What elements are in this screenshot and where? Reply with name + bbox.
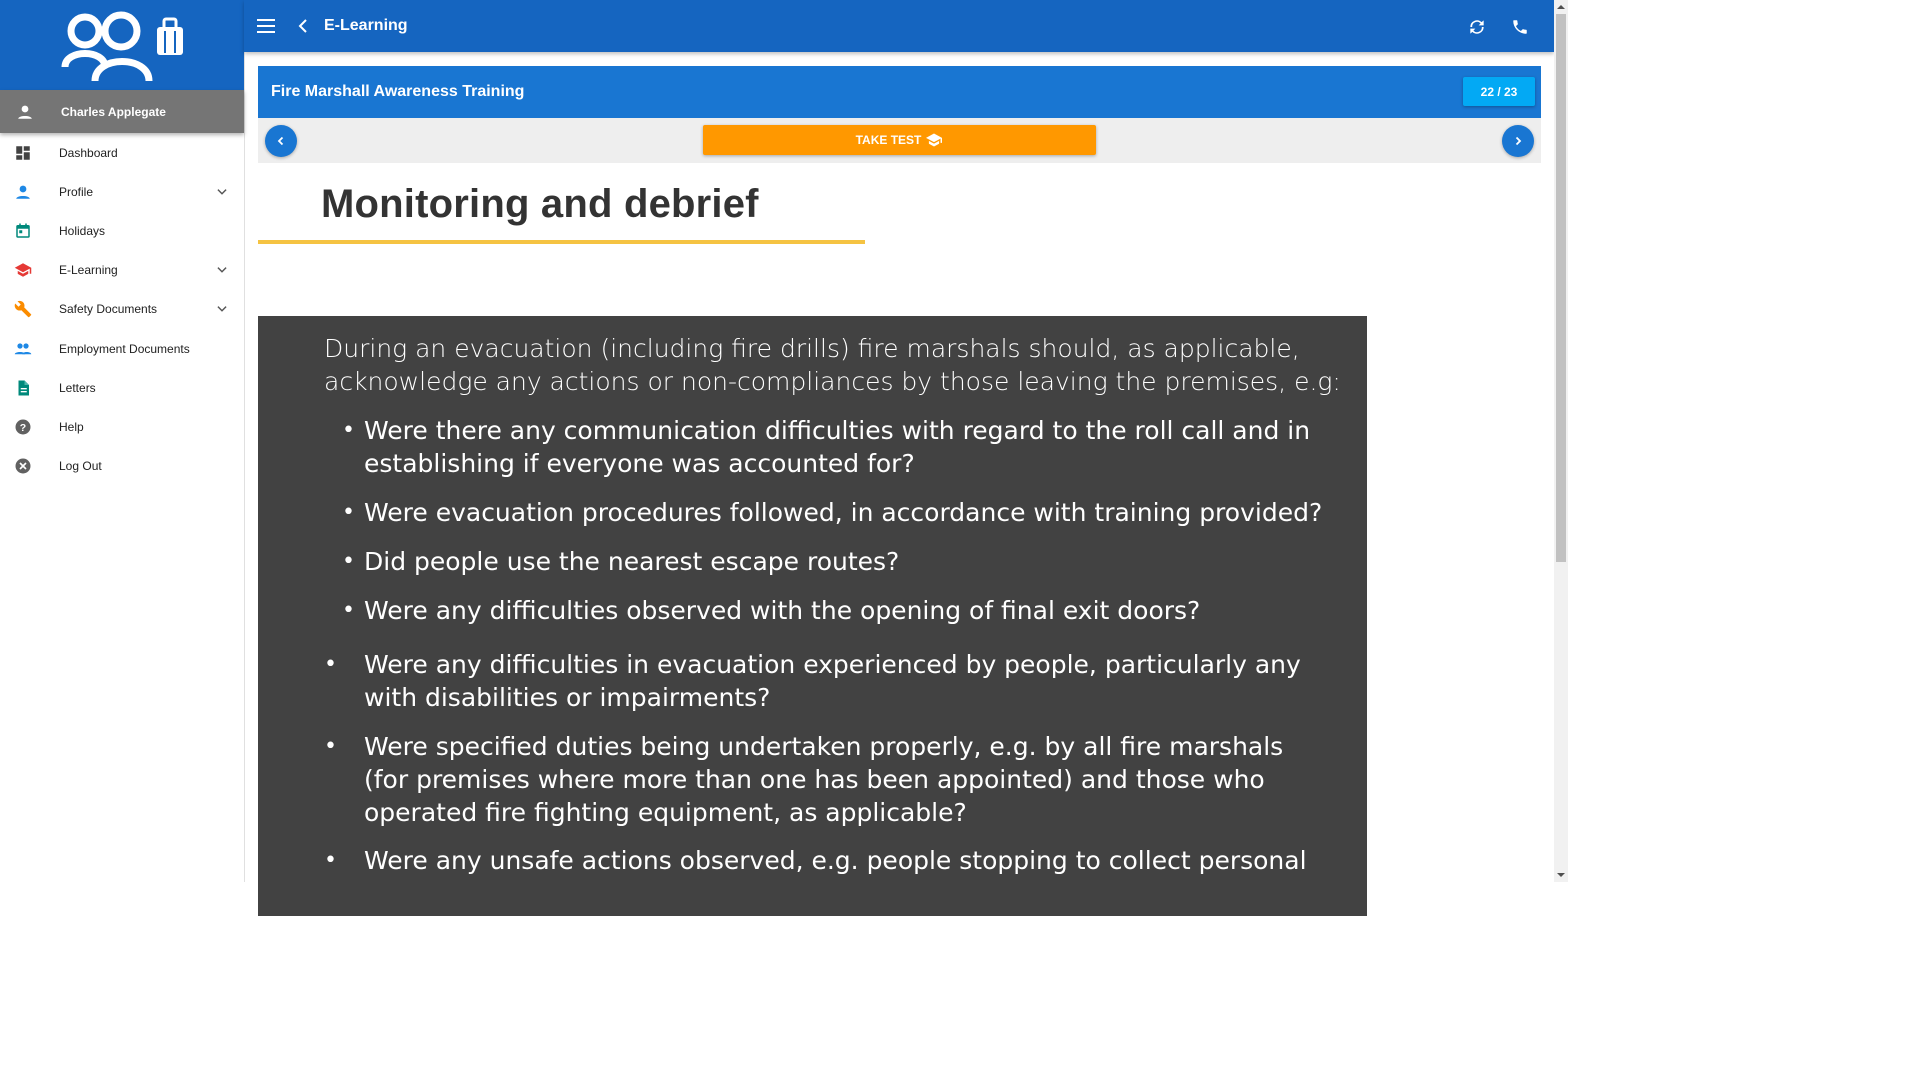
bullet-text: Were any unsafe actions observed, e.g. people stopping to collect personal — [364, 846, 1307, 875]
page-title: E-Learning — [324, 17, 408, 34]
page-indicator-badge: 22 / 23 — [1463, 77, 1535, 106]
sidebar-item-label: Holidays — [59, 223, 106, 238]
sidebar-item-e-learning[interactable] — [0, 251, 244, 290]
sidebar-item-safety-documents[interactable] — [0, 290, 244, 329]
sidebar-item-label: Log Out — [59, 459, 102, 474]
chevron-left-icon — [276, 136, 286, 146]
sidebar-item-letters[interactable] — [0, 368, 244, 407]
take-test-label: TAKE TEST — [855, 133, 922, 147]
dashboard-icon — [0, 144, 46, 162]
heading-underline — [258, 240, 865, 244]
back-arrow-icon[interactable] — [296, 16, 310, 36]
sidebar-item-label: Safety Documents — [59, 302, 158, 317]
scrollbar-thumb[interactable] — [1556, 14, 1566, 562]
sidebar-item-profile[interactable] — [0, 172, 244, 211]
list-item: • Were there any communication difficulties with regard to the roll call and in establishing if everyone was accounted for? — [342, 416, 1311, 478]
sidebar-nav — [0, 133, 244, 486]
chevron-down-icon[interactable] — [200, 263, 244, 277]
close-circle-icon — [0, 457, 46, 475]
sidebar-item-label: Employment Documents — [59, 341, 190, 356]
sidebar-item-label: Dashboard — [59, 145, 118, 160]
vertical-scrollbar[interactable] — [1554, 0, 1568, 882]
calendar-icon — [0, 222, 46, 240]
school-icon — [0, 261, 46, 279]
graduation-cap-icon — [925, 132, 943, 148]
take-test-button[interactable] — [703, 125, 1096, 155]
scroll-down-arrow-icon[interactable] — [1557, 871, 1565, 879]
sidebar-item-label: Letters — [59, 380, 96, 395]
sidebar-item-log-out[interactable] — [0, 447, 244, 486]
wrench-icon — [0, 300, 46, 318]
sidebar-item-label: Profile — [59, 184, 94, 199]
app-logo — [0, 0, 244, 90]
phone-icon[interactable] — [1509, 16, 1531, 38]
slide-controls — [258, 118, 1541, 163]
bullet-text: Were any difficulties in evacuation experienced by people, particularly any with disabilities or impairments? — [364, 650, 1301, 712]
people-briefcase-logo-icon — [59, 9, 185, 81]
list-item: • Were any difficulties in evacuation experienced by people, particularly any with disabilities or impairments? — [324, 650, 1301, 712]
people-icon — [0, 340, 46, 358]
chevron-down-icon[interactable] — [200, 185, 244, 199]
sidebar-item-help[interactable] — [0, 407, 244, 446]
course-title: Fire Marshall Awareness Training — [271, 83, 525, 100]
slide-heading: Monitoring and debrief — [321, 182, 759, 226]
list-item: • Were specified duties being undertaken properly, e.g. by all fire marshals (for premises where more than one has been appointed) and those who operated fire fighting equipment, as applicable? — [324, 732, 1284, 827]
sidebar-item-dashboard[interactable] — [0, 133, 244, 172]
slide-content — [258, 316, 1367, 916]
top-app-bar — [244, 0, 1554, 52]
user-profile-bar[interactable] — [0, 90, 244, 133]
help-icon — [0, 418, 46, 436]
bullet-text: Were there any communication difficulties with regard to the roll call and in establishing if everyone was accounted for? — [364, 416, 1311, 478]
sidebar-item-employment-documents[interactable] — [0, 329, 244, 368]
course-header — [258, 66, 1541, 118]
next-slide-button[interactable] — [1502, 125, 1534, 157]
list-item: • Were any unsafe actions observed, e.g. people stopping to collect personal — [324, 846, 1307, 875]
bullet-text: Were evacuation procedures followed, in accordance with training provided? — [364, 498, 1323, 527]
scroll-up-arrow-icon[interactable] — [1557, 3, 1565, 11]
bullet-text: Did people use the nearest escape routes? — [364, 547, 900, 576]
list-item: • Did people use the nearest escape routes? — [342, 547, 900, 576]
sidebar-item-label: Help — [59, 419, 84, 434]
sidebar-item-label: E-Learning — [59, 263, 118, 278]
sidebar-item-holidays[interactable] — [0, 211, 244, 250]
account-icon — [0, 103, 50, 121]
chevron-right-icon — [1513, 136, 1523, 146]
document-icon — [0, 379, 46, 397]
previous-slide-button[interactable] — [265, 125, 297, 157]
menu-icon[interactable] — [256, 16, 276, 36]
bullet-text: Were specified duties being undertaken properly, e.g. by all fire marshals (for premises where more than one has been appointed) and those who operated fire fighting equipment, as applicable? — [364, 732, 1284, 827]
list-item: • Were any difficulties observed with the opening of final exit doors? — [342, 596, 1201, 625]
chevron-down-icon[interactable] — [200, 302, 244, 316]
svg-text:?: ? — [19, 421, 27, 434]
sidebar — [0, 0, 245, 882]
list-item: • Were evacuation procedures followed, in accordance with training provided? — [342, 498, 1323, 527]
user-name: Charles Applegate — [61, 104, 166, 119]
sync-icon[interactable] — [1466, 16, 1488, 38]
person-icon — [0, 183, 46, 201]
bullet-text: Were any difficulties observed with the opening of final exit doors? — [364, 596, 1201, 625]
slide-intro-text: During an evacuation (including fire drills) fire marshals should, as applicable, acknowledge any actions or non-compliances by those leaving the premises, e.g: — [324, 334, 1341, 396]
